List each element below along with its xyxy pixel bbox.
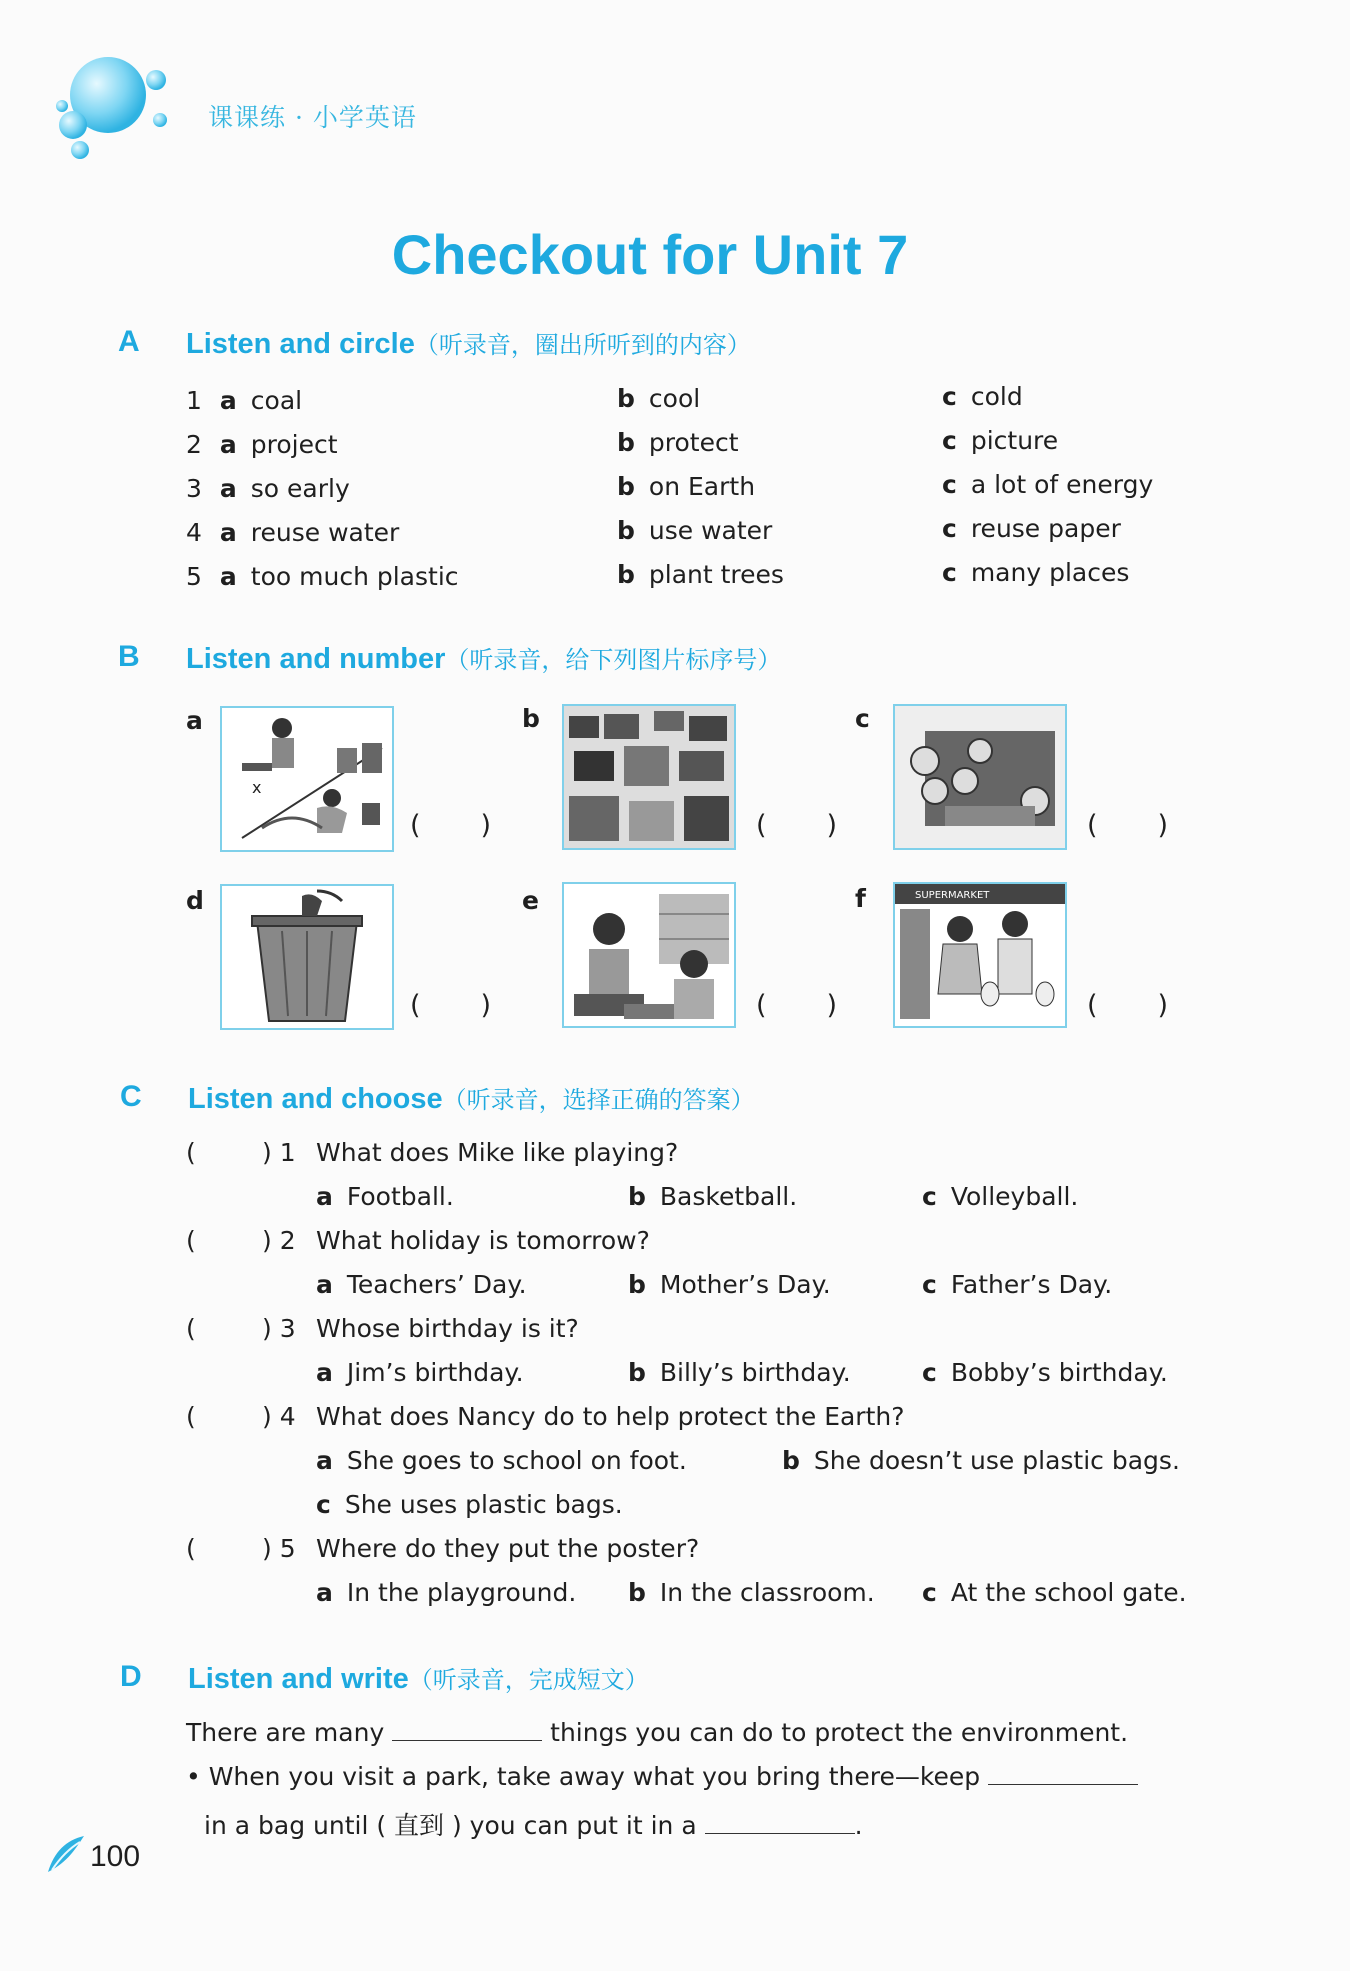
option-label: a — [316, 1446, 333, 1475]
option-c[interactable]: a lot of energy — [970, 470, 1154, 499]
passage-text: in a bag until ( 直到 ) you can put it in a — [204, 1811, 697, 1840]
section-d-instruction: （听录音，完成短文） — [408, 1666, 649, 1694]
section-d-heading — [188, 1660, 649, 1696]
option-label: a — [219, 562, 237, 591]
option-label: c — [942, 382, 957, 411]
section-a-title: Listen and circle — [186, 328, 415, 360]
list-item — [617, 516, 772, 545]
list-item — [617, 472, 755, 501]
svg-text:x: x — [252, 778, 262, 797]
passage-line-2 — [186, 1762, 1138, 1791]
option-label: a — [219, 386, 237, 415]
answer-bracket-q3[interactable]: ( — [186, 1314, 196, 1343]
supermarket-sign: SUPERMARKET — [915, 890, 990, 901]
option-text: Bobby’s birthday. — [950, 1358, 1168, 1387]
option-label: c — [922, 1270, 937, 1299]
trash-bin-icon — [222, 886, 392, 1028]
bracket-open: ( — [1087, 810, 1098, 841]
option-c[interactable]: reuse paper — [970, 514, 1121, 543]
passage-line-3 — [204, 1806, 863, 1842]
option-label: b — [617, 472, 635, 501]
list-item — [617, 560, 784, 589]
page-number: 100 — [90, 1840, 141, 1873]
list-item — [942, 470, 1153, 499]
answer-bracket-c[interactable] — [1087, 810, 1168, 841]
answer-bracket-d[interactable] — [410, 990, 491, 1021]
picture-label-a: a — [186, 706, 203, 735]
question-number: ) 1 — [262, 1138, 296, 1167]
option-c[interactable] — [922, 1358, 1168, 1387]
section-c-letter: C — [120, 1080, 142, 1113]
bracket-open: ( — [756, 810, 767, 841]
option-c[interactable] — [922, 1270, 1112, 1299]
item-number: 5 — [186, 562, 202, 591]
option-label: a — [219, 430, 237, 459]
traffic-jam-picture — [562, 704, 736, 850]
blank-1[interactable] — [392, 1740, 542, 1741]
list-item — [942, 426, 1058, 455]
section-c-instruction: （听录音，选择正确的答案） — [442, 1086, 755, 1114]
section-d-letter: D — [120, 1660, 142, 1693]
passage-line-1 — [186, 1718, 1128, 1747]
section-b-title: Listen and number — [186, 643, 446, 675]
option-label: a — [219, 474, 237, 503]
passage-text: There are many — [186, 1718, 385, 1747]
option-label: b — [617, 428, 635, 457]
option-b[interactable] — [628, 1358, 851, 1387]
option-label: a — [316, 1578, 333, 1607]
traffic-jam-icon — [564, 706, 734, 848]
option-c[interactable]: picture — [970, 426, 1059, 455]
list-item — [186, 518, 399, 547]
answer-bracket-q1[interactable]: ( — [186, 1138, 196, 1167]
option-label: c — [922, 1182, 937, 1211]
option-text: She goes to school on foot. — [346, 1446, 687, 1475]
list-item — [186, 474, 350, 503]
picture-label-b: b — [522, 704, 540, 733]
option-b[interactable] — [628, 1182, 797, 1211]
bracket-close: ) — [826, 990, 838, 1021]
option-c[interactable]: many places — [970, 558, 1130, 587]
answer-bracket-a[interactable] — [410, 810, 491, 841]
option-text: Father’s Day. — [950, 1270, 1113, 1299]
item-number: 1 — [186, 386, 202, 415]
question-number: ) 5 — [262, 1534, 296, 1563]
option-label: a — [219, 518, 237, 547]
water-tap-icon — [222, 708, 392, 850]
option-text: At the school gate. — [950, 1578, 1187, 1607]
answer-bracket-e[interactable] — [756, 990, 837, 1021]
option-label: c — [942, 514, 957, 543]
picture-label-f: f — [855, 884, 866, 913]
item-number: 4 — [186, 518, 202, 547]
option-label: b — [617, 560, 635, 589]
bracket-open: ( — [1087, 990, 1098, 1021]
option-a[interactable]: coal — [250, 386, 303, 415]
answer-bracket-f[interactable] — [1087, 990, 1168, 1021]
picture-label-e: e — [522, 886, 539, 915]
option-label: c — [316, 1490, 331, 1519]
bracket-close: ) — [480, 990, 492, 1021]
picture-label-c: c — [855, 704, 870, 733]
book-header: 课课练 · 小学英语 — [208, 103, 417, 132]
bubbles-decoration-icon — [48, 50, 178, 170]
water-tap-and-digging-picture — [220, 706, 394, 852]
blank-2[interactable] — [988, 1784, 1138, 1785]
logs-picture — [893, 704, 1067, 850]
section-c-title: Listen and choose — [188, 1083, 443, 1115]
option-a[interactable] — [316, 1358, 524, 1387]
question-text: What holiday is tomorrow? — [316, 1226, 650, 1255]
section-b-instruction: （听录音，给下列图片标序号） — [445, 646, 782, 674]
option-text: Football. — [346, 1182, 454, 1211]
option-a[interactable] — [316, 1578, 576, 1607]
option-text: Jim’s birthday. — [346, 1358, 524, 1387]
option-label: a — [316, 1358, 333, 1387]
option-label: b — [617, 516, 635, 545]
supermarket-shoppers-picture — [893, 882, 1067, 1028]
option-label: c — [922, 1358, 937, 1387]
question-text: Where do they put the poster? — [316, 1534, 700, 1563]
answer-bracket-q5[interactable]: ( — [186, 1534, 196, 1563]
option-b[interactable]: protect — [648, 428, 739, 457]
section-b-letter: B — [118, 640, 140, 673]
question-text: What does Mike like playing? — [316, 1138, 679, 1167]
option-label: b — [782, 1446, 800, 1475]
option-text: Teachers’ Day. — [346, 1270, 527, 1299]
bracket-close: ) — [826, 810, 838, 841]
list-item — [942, 382, 1023, 411]
bracket-open: ( — [756, 990, 767, 1021]
option-text: Mother’s Day. — [659, 1270, 831, 1299]
option-b[interactable]: use water — [648, 516, 773, 545]
question-text: Whose birthday is it? — [316, 1314, 579, 1343]
page-title: Checkout for Unit 7 — [391, 223, 909, 286]
option-a[interactable]: project — [250, 430, 338, 459]
option-label: b — [617, 384, 635, 413]
bracket-open: ( — [410, 990, 421, 1021]
question-number: ) 3 — [262, 1314, 296, 1343]
trash-bin-picture — [220, 884, 394, 1030]
section-c-heading — [188, 1080, 755, 1116]
passage-text: things you can do to protect the environment. — [550, 1718, 1129, 1747]
question-text: What does Nancy do to help protect the Earth? — [316, 1402, 905, 1431]
question-number: ) 4 — [262, 1402, 296, 1431]
option-b[interactable] — [782, 1446, 1180, 1475]
option-label: b — [628, 1182, 646, 1211]
list-item — [186, 562, 459, 591]
answer-bracket-q2[interactable]: ( — [186, 1226, 196, 1255]
option-text: In the classroom. — [659, 1578, 875, 1607]
item-number: 3 — [186, 474, 202, 503]
option-label: a — [316, 1182, 333, 1211]
option-label: b — [628, 1578, 646, 1607]
option-text: Basketball. — [659, 1182, 798, 1211]
option-b[interactable] — [628, 1270, 831, 1299]
list-item — [186, 430, 338, 459]
bracket-close: ) — [1157, 990, 1169, 1021]
option-label: c — [942, 470, 957, 499]
list-item — [617, 428, 739, 457]
option-c[interactable]: cold — [970, 382, 1023, 411]
bracket-close: ) — [480, 810, 492, 841]
girls-with-books-icon — [564, 884, 734, 1026]
option-c[interactable] — [922, 1182, 1078, 1211]
option-a[interactable]: so early — [250, 474, 350, 503]
option-label: b — [628, 1358, 646, 1387]
page-corner-leaf-icon — [44, 1832, 88, 1876]
option-label: c — [942, 426, 957, 455]
option-c[interactable] — [922, 1578, 1187, 1607]
option-text: She doesn’t use plastic bags. — [813, 1446, 1180, 1475]
option-text: In the playground. — [346, 1578, 577, 1607]
section-b-heading — [186, 640, 781, 676]
girls-with-books-picture — [562, 882, 736, 1028]
answer-bracket-b[interactable] — [756, 810, 837, 841]
section-a-instruction: （听录音，圈出所听到的内容） — [414, 331, 751, 359]
section-d-title: Listen and write — [188, 1663, 409, 1695]
option-label: a — [316, 1270, 333, 1299]
option-label: c — [942, 558, 957, 587]
option-a[interactable] — [316, 1446, 687, 1475]
option-a[interactable]: reuse water — [250, 518, 400, 547]
option-a[interactable] — [316, 1270, 527, 1299]
option-b[interactable]: cool — [648, 384, 701, 413]
option-text: Volleyball. — [950, 1182, 1079, 1211]
blank-3[interactable] — [705, 1833, 855, 1834]
bracket-close: ) — [1157, 810, 1169, 841]
logs-icon — [895, 706, 1065, 848]
bracket-open: ( — [410, 810, 421, 841]
section-a-heading — [186, 325, 751, 361]
option-a[interactable] — [316, 1182, 454, 1211]
list-item — [186, 386, 302, 415]
option-text: Billy’s birthday. — [659, 1358, 851, 1387]
supermarket-shoppers-icon — [895, 884, 1065, 1026]
question-number: ) 2 — [262, 1226, 296, 1255]
list-item — [617, 384, 700, 413]
list-item — [942, 558, 1129, 587]
picture-label-d: d — [186, 886, 204, 915]
answer-bracket-q4[interactable]: ( — [186, 1402, 196, 1431]
option-label: b — [628, 1270, 646, 1299]
passage-text: . — [854, 1811, 863, 1840]
option-text: She uses plastic bags. — [344, 1490, 623, 1519]
option-b[interactable]: plant trees — [648, 560, 784, 589]
option-a[interactable]: too much plastic — [250, 562, 459, 591]
item-number: 2 — [186, 430, 202, 459]
option-b[interactable]: on Earth — [648, 472, 756, 501]
passage-text: • When you visit a park, take away what you bring there—keep — [186, 1762, 981, 1791]
option-label: c — [922, 1578, 937, 1607]
option-b[interactable] — [628, 1578, 875, 1607]
option-c[interactable] — [316, 1490, 623, 1519]
list-item — [942, 514, 1121, 543]
section-a-letter: A — [118, 325, 140, 358]
